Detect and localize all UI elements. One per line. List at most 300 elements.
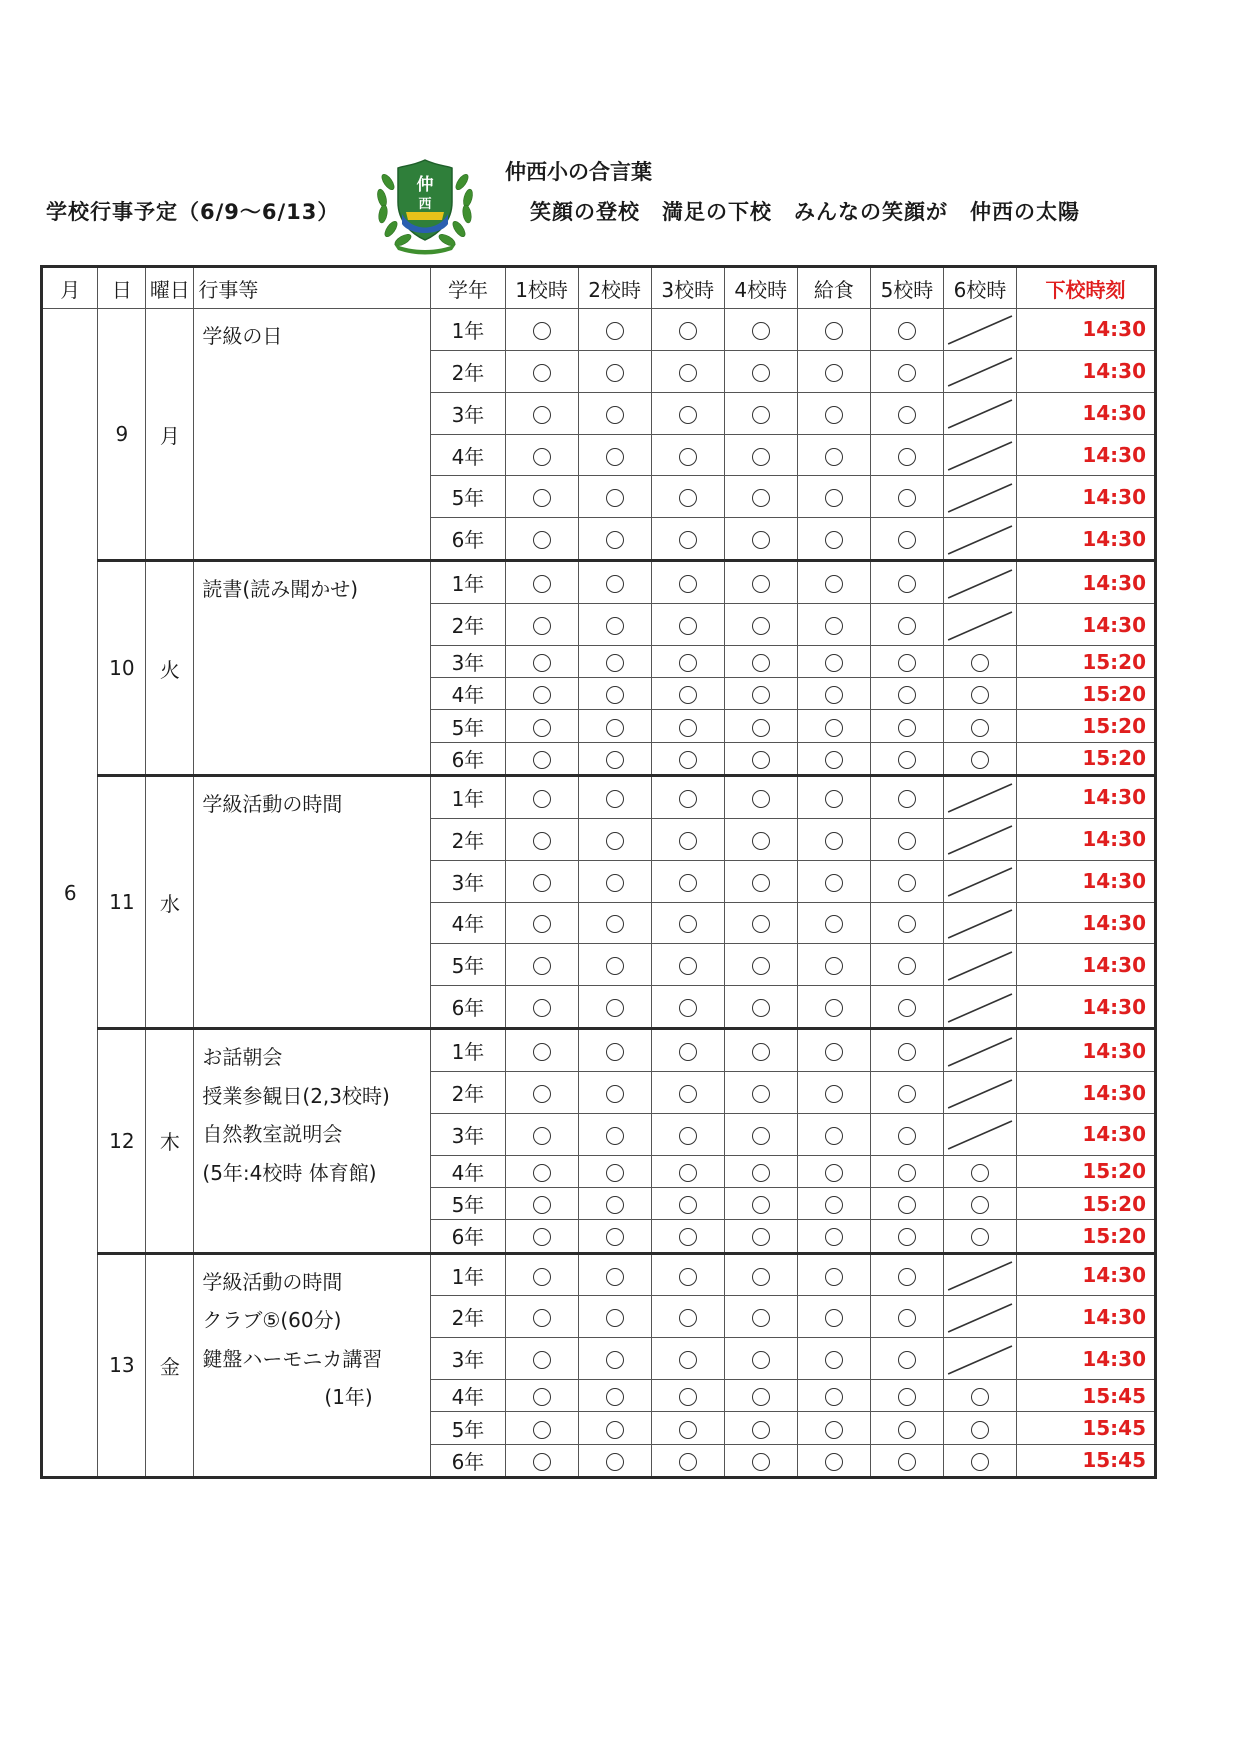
period-5-cell	[870, 604, 943, 646]
circle-mark-icon	[606, 1085, 624, 1103]
col-period-2: 2校時	[578, 267, 651, 309]
circle-mark-icon	[898, 1085, 916, 1103]
period-4-cell	[724, 1380, 797, 1412]
period-3-cell	[651, 1444, 724, 1477]
circle-mark-icon	[533, 1351, 551, 1369]
grade-cell: 3年	[431, 1338, 505, 1380]
event-item: 鍵盤ハーモニカ講習	[202, 1346, 383, 1371]
circle-mark-icon	[606, 617, 624, 635]
grade-cell: 2年	[431, 350, 505, 392]
period-2-cell	[578, 604, 651, 646]
period-1-cell	[505, 309, 578, 351]
period-6-cell	[943, 476, 1016, 518]
table-row	[42, 775, 1156, 818]
col-month: 月	[42, 267, 98, 309]
period-6-cell	[943, 1380, 1016, 1412]
grade-cell: 6年	[431, 1220, 505, 1253]
leave-time-cell: 15:20	[1017, 742, 1156, 775]
period-1-cell	[505, 392, 578, 434]
table-row	[42, 1253, 1156, 1296]
circle-mark-icon	[898, 406, 916, 424]
period-1-cell	[505, 678, 578, 710]
period-1-cell	[505, 1338, 578, 1380]
circle-mark-icon	[533, 1453, 551, 1471]
circle-mark-icon	[679, 790, 697, 808]
grade-cell: 5年	[431, 944, 505, 986]
date-cell: 9	[98, 309, 146, 561]
period-2-cell	[578, 1253, 651, 1296]
circle-mark-icon	[679, 406, 697, 424]
circle-mark-icon	[533, 531, 551, 549]
circle-mark-icon	[898, 322, 916, 340]
schedule-body	[42, 309, 1156, 1478]
grade-cell: 4年	[431, 1155, 505, 1187]
period-6-cell	[943, 350, 1016, 392]
slash-line-icon	[944, 478, 1016, 516]
circle-mark-icon	[533, 1268, 551, 1286]
period-2-cell	[578, 476, 651, 518]
circle-mark-icon	[752, 489, 770, 507]
circle-mark-icon	[898, 654, 916, 672]
circle-mark-icon	[971, 654, 989, 672]
leave-time-cell: 14:30	[1017, 561, 1156, 604]
period-6-cell	[943, 1296, 1016, 1338]
period-4-cell	[724, 710, 797, 742]
period-4-cell	[724, 1412, 797, 1444]
circle-mark-icon	[752, 406, 770, 424]
period-6-cell	[943, 434, 1016, 476]
period-4-cell	[724, 775, 797, 818]
grade-cell: 5年	[431, 1412, 505, 1444]
circle-mark-icon	[533, 686, 551, 704]
grade-cell: 1年	[431, 561, 505, 604]
circle-mark-icon	[679, 617, 697, 635]
period-3-cell	[651, 561, 724, 604]
period-1-cell	[505, 902, 578, 944]
circle-mark-icon	[533, 489, 551, 507]
period-3-cell	[651, 1188, 724, 1220]
lunch-cell	[797, 1029, 870, 1072]
table-row	[42, 309, 1156, 351]
circle-mark-icon	[679, 489, 697, 507]
circle-mark-icon	[606, 575, 624, 593]
circle-mark-icon	[606, 322, 624, 340]
period-4-cell	[724, 518, 797, 561]
period-4-cell	[724, 986, 797, 1029]
lunch-cell	[797, 561, 870, 604]
period-4-cell	[724, 860, 797, 902]
period-3-cell	[651, 678, 724, 710]
period-3-cell	[651, 818, 724, 860]
period-2-cell	[578, 710, 651, 742]
leave-time-cell: 15:45	[1017, 1444, 1156, 1477]
period-6-cell	[943, 818, 1016, 860]
period-1-cell	[505, 1253, 578, 1296]
leave-time-cell: 15:20	[1017, 1220, 1156, 1253]
circle-mark-icon	[752, 448, 770, 466]
period-3-cell	[651, 1155, 724, 1187]
period-4-cell	[724, 1220, 797, 1253]
weekday-cell: 木	[146, 1029, 194, 1253]
leave-time-cell: 14:30	[1017, 944, 1156, 986]
col-period-6: 6校時	[943, 267, 1016, 309]
circle-mark-icon	[898, 1043, 916, 1061]
period-3-cell	[651, 646, 724, 678]
event-item: お話朝会	[202, 1045, 283, 1070]
slash-line-icon	[944, 564, 1016, 602]
events-cell	[194, 561, 431, 776]
period-3-cell	[651, 860, 724, 902]
circle-mark-icon	[533, 719, 551, 737]
leave-time-cell: 15:20	[1017, 1188, 1156, 1220]
circle-mark-icon	[898, 1351, 916, 1369]
period-1-cell	[505, 1220, 578, 1253]
period-5-cell	[870, 561, 943, 604]
event-item: 読書(読み聞かせ)	[202, 577, 359, 602]
period-6-cell	[943, 1444, 1016, 1477]
leave-time-cell: 14:30	[1017, 518, 1156, 561]
period-6-cell	[943, 902, 1016, 944]
period-2-cell	[578, 1114, 651, 1156]
lunch-cell	[797, 1114, 870, 1156]
period-6-cell	[943, 1029, 1016, 1072]
period-4-cell	[724, 561, 797, 604]
circle-mark-icon	[606, 1309, 624, 1327]
circle-mark-icon	[606, 364, 624, 382]
period-1-cell	[505, 1072, 578, 1114]
period-3-cell	[651, 902, 724, 944]
circle-mark-icon	[971, 1196, 989, 1214]
lunch-cell	[797, 1220, 870, 1253]
circle-mark-icon	[606, 1228, 624, 1246]
period-1-cell	[505, 1412, 578, 1444]
grade-cell: 2年	[431, 1296, 505, 1338]
event-item: クラブ⑤(60分)	[202, 1308, 342, 1333]
period-5-cell	[870, 742, 943, 775]
circle-mark-icon	[971, 1421, 989, 1439]
period-5-cell	[870, 1338, 943, 1380]
period-4-cell	[724, 678, 797, 710]
slash-line-icon	[944, 1115, 1016, 1153]
period-3-cell	[651, 434, 724, 476]
circle-mark-icon	[533, 1127, 551, 1145]
period-2-cell	[578, 518, 651, 561]
lunch-cell	[797, 1253, 870, 1296]
period-2-cell	[578, 1155, 651, 1187]
weekday-cell: 水	[146, 775, 194, 1028]
schedule-table	[40, 265, 1157, 1479]
period-6-cell	[943, 646, 1016, 678]
circle-mark-icon	[533, 874, 551, 892]
circle-mark-icon	[606, 406, 624, 424]
events-cell	[194, 1253, 431, 1477]
circle-mark-icon	[679, 1421, 697, 1439]
lunch-cell	[797, 860, 870, 902]
circle-mark-icon	[898, 1196, 916, 1214]
motto-title: 仲西小の合言葉	[505, 160, 652, 184]
period-6-cell	[943, 986, 1016, 1029]
period-1-cell	[505, 1029, 578, 1072]
circle-mark-icon	[679, 575, 697, 593]
period-2-cell	[578, 1029, 651, 1072]
period-1-cell	[505, 742, 578, 775]
weekday-cell: 火	[146, 561, 194, 776]
circle-mark-icon	[752, 1309, 770, 1327]
circle-mark-icon	[752, 1388, 770, 1406]
lunch-cell	[797, 1072, 870, 1114]
period-4-cell	[724, 1296, 797, 1338]
period-3-cell	[651, 986, 724, 1029]
grade-cell: 4年	[431, 1380, 505, 1412]
period-1-cell	[505, 350, 578, 392]
period-1-cell	[505, 1296, 578, 1338]
grade-cell: 3年	[431, 860, 505, 902]
period-1-cell	[505, 476, 578, 518]
period-2-cell	[578, 1412, 651, 1444]
col-period-4: 4校時	[724, 267, 797, 309]
lunch-cell	[797, 434, 870, 476]
circle-mark-icon	[606, 1164, 624, 1182]
circle-mark-icon	[679, 1127, 697, 1145]
lunch-cell	[797, 775, 870, 818]
slash-line-icon	[944, 1256, 1016, 1294]
lunch-cell	[797, 1444, 870, 1477]
circle-mark-icon	[825, 719, 843, 737]
events-cell	[194, 309, 431, 561]
lunch-cell	[797, 518, 870, 561]
circle-mark-icon	[679, 686, 697, 704]
period-4-cell	[724, 1029, 797, 1072]
period-6-cell	[943, 1114, 1016, 1156]
circle-mark-icon	[825, 1164, 843, 1182]
grade-cell: 3年	[431, 1114, 505, 1156]
grade-cell: 4年	[431, 434, 505, 476]
circle-mark-icon	[898, 1421, 916, 1439]
circle-mark-icon	[825, 617, 843, 635]
circle-mark-icon	[752, 874, 770, 892]
period-6-cell	[943, 1220, 1016, 1253]
circle-mark-icon	[606, 686, 624, 704]
period-4-cell	[724, 392, 797, 434]
circle-mark-icon	[825, 874, 843, 892]
period-2-cell	[578, 1072, 651, 1114]
leave-time-cell: 15:20	[1017, 710, 1156, 742]
leave-time-cell: 14:30	[1017, 775, 1156, 818]
circle-mark-icon	[898, 575, 916, 593]
period-5-cell	[870, 678, 943, 710]
circle-mark-icon	[752, 654, 770, 672]
grade-cell: 1年	[431, 1029, 505, 1072]
period-4-cell	[724, 646, 797, 678]
slash-line-icon	[944, 520, 1016, 558]
event-item: 学級の日	[202, 324, 283, 348]
period-5-cell	[870, 944, 943, 986]
period-2-cell	[578, 434, 651, 476]
col-date: 日	[98, 267, 146, 309]
circle-mark-icon	[606, 957, 624, 975]
grade-cell: 6年	[431, 742, 505, 775]
circle-mark-icon	[679, 1309, 697, 1327]
circle-mark-icon	[825, 448, 843, 466]
circle-mark-icon	[533, 1228, 551, 1246]
circle-mark-icon	[752, 751, 770, 769]
period-4-cell	[724, 309, 797, 351]
school-emblem-icon	[372, 152, 478, 256]
period-5-cell	[870, 710, 943, 742]
period-6-cell	[943, 392, 1016, 434]
circle-mark-icon	[606, 448, 624, 466]
leave-time-cell: 14:30	[1017, 350, 1156, 392]
period-5-cell	[870, 986, 943, 1029]
circle-mark-icon	[533, 364, 551, 382]
period-6-cell	[943, 1072, 1016, 1114]
circle-mark-icon	[825, 751, 843, 769]
circle-mark-icon	[752, 1421, 770, 1439]
period-1-cell	[505, 986, 578, 1029]
circle-mark-icon	[825, 832, 843, 850]
circle-mark-icon	[533, 1196, 551, 1214]
circle-mark-icon	[971, 1228, 989, 1246]
lunch-cell	[797, 1412, 870, 1444]
circle-mark-icon	[898, 1127, 916, 1145]
circle-mark-icon	[679, 957, 697, 975]
circle-mark-icon	[533, 832, 551, 850]
period-1-cell	[505, 561, 578, 604]
period-3-cell	[651, 1296, 724, 1338]
period-5-cell	[870, 1072, 943, 1114]
circle-mark-icon	[679, 1351, 697, 1369]
slash-line-icon	[944, 436, 1016, 474]
lunch-cell	[797, 1380, 870, 1412]
circle-mark-icon	[533, 915, 551, 933]
period-4-cell	[724, 476, 797, 518]
circle-mark-icon	[898, 1453, 916, 1471]
circle-mark-icon	[752, 1127, 770, 1145]
col-weekday: 曜日	[146, 267, 194, 309]
circle-mark-icon	[679, 1164, 697, 1182]
circle-mark-icon	[533, 617, 551, 635]
period-2-cell	[578, 1220, 651, 1253]
circle-mark-icon	[898, 790, 916, 808]
date-cell: 13	[98, 1253, 146, 1477]
circle-mark-icon	[825, 575, 843, 593]
slash-line-icon	[944, 904, 1016, 942]
period-2-cell	[578, 775, 651, 818]
period-1-cell	[505, 434, 578, 476]
circle-mark-icon	[825, 1043, 843, 1061]
circle-mark-icon	[533, 1309, 551, 1327]
period-5-cell	[870, 1220, 943, 1253]
period-5-cell	[870, 518, 943, 561]
circle-mark-icon	[752, 1085, 770, 1103]
period-2-cell	[578, 1188, 651, 1220]
slash-line-icon	[944, 606, 1016, 644]
circle-mark-icon	[898, 874, 916, 892]
circle-mark-icon	[825, 406, 843, 424]
period-1-cell	[505, 1444, 578, 1477]
circle-mark-icon	[606, 832, 624, 850]
period-6-cell	[943, 775, 1016, 818]
grade-cell: 4年	[431, 902, 505, 944]
period-3-cell	[651, 309, 724, 351]
circle-mark-icon	[752, 531, 770, 549]
period-6-cell	[943, 1253, 1016, 1296]
lunch-cell	[797, 944, 870, 986]
period-5-cell	[870, 1444, 943, 1477]
period-3-cell	[651, 1072, 724, 1114]
circle-mark-icon	[752, 999, 770, 1017]
period-1-cell	[505, 1188, 578, 1220]
circle-mark-icon	[533, 322, 551, 340]
grade-cell: 3年	[431, 392, 505, 434]
circle-mark-icon	[679, 1453, 697, 1471]
period-3-cell	[651, 518, 724, 561]
circle-mark-icon	[752, 1228, 770, 1246]
grade-cell: 3年	[431, 646, 505, 678]
leave-time-cell: 15:20	[1017, 678, 1156, 710]
circle-mark-icon	[898, 1228, 916, 1246]
period-6-cell	[943, 742, 1016, 775]
lunch-cell	[797, 1338, 870, 1380]
period-6-cell	[943, 1412, 1016, 1444]
period-6-cell	[943, 604, 1016, 646]
period-2-cell	[578, 309, 651, 351]
circle-mark-icon	[533, 957, 551, 975]
circle-mark-icon	[825, 489, 843, 507]
circle-mark-icon	[898, 1309, 916, 1327]
circle-mark-icon	[752, 915, 770, 933]
period-4-cell	[724, 1072, 797, 1114]
period-1-cell	[505, 1155, 578, 1187]
period-1-cell	[505, 710, 578, 742]
leave-time-cell: 14:30	[1017, 860, 1156, 902]
grade-cell: 1年	[431, 1253, 505, 1296]
weekday-cell: 月	[146, 309, 194, 561]
circle-mark-icon	[606, 1127, 624, 1145]
circle-mark-icon	[898, 832, 916, 850]
circle-mark-icon	[679, 1388, 697, 1406]
period-2-cell	[578, 986, 651, 1029]
event-item: 学級活動の時間	[202, 791, 343, 816]
date-cell: 11	[98, 775, 146, 1028]
circle-mark-icon	[533, 1043, 551, 1061]
circle-mark-icon	[606, 1453, 624, 1471]
period-3-cell	[651, 1220, 724, 1253]
period-6-cell	[943, 518, 1016, 561]
event-item: (5年:4校時 体育館)	[202, 1161, 377, 1185]
period-5-cell	[870, 818, 943, 860]
lunch-cell	[797, 350, 870, 392]
slash-line-icon	[944, 1074, 1016, 1112]
slash-line-icon	[944, 862, 1016, 900]
circle-mark-icon	[752, 617, 770, 635]
circle-mark-icon	[825, 1388, 843, 1406]
period-6-cell	[943, 678, 1016, 710]
events-cell	[194, 1029, 431, 1253]
slash-line-icon	[944, 1298, 1016, 1336]
period-2-cell	[578, 1338, 651, 1380]
lunch-cell	[797, 742, 870, 775]
col-events: 行事等	[194, 267, 431, 309]
grade-cell: 5年	[431, 1188, 505, 1220]
period-5-cell	[870, 1114, 943, 1156]
period-5-cell	[870, 1155, 943, 1187]
period-2-cell	[578, 818, 651, 860]
circle-mark-icon	[825, 957, 843, 975]
period-6-cell	[943, 309, 1016, 351]
lunch-cell	[797, 476, 870, 518]
period-3-cell	[651, 604, 724, 646]
